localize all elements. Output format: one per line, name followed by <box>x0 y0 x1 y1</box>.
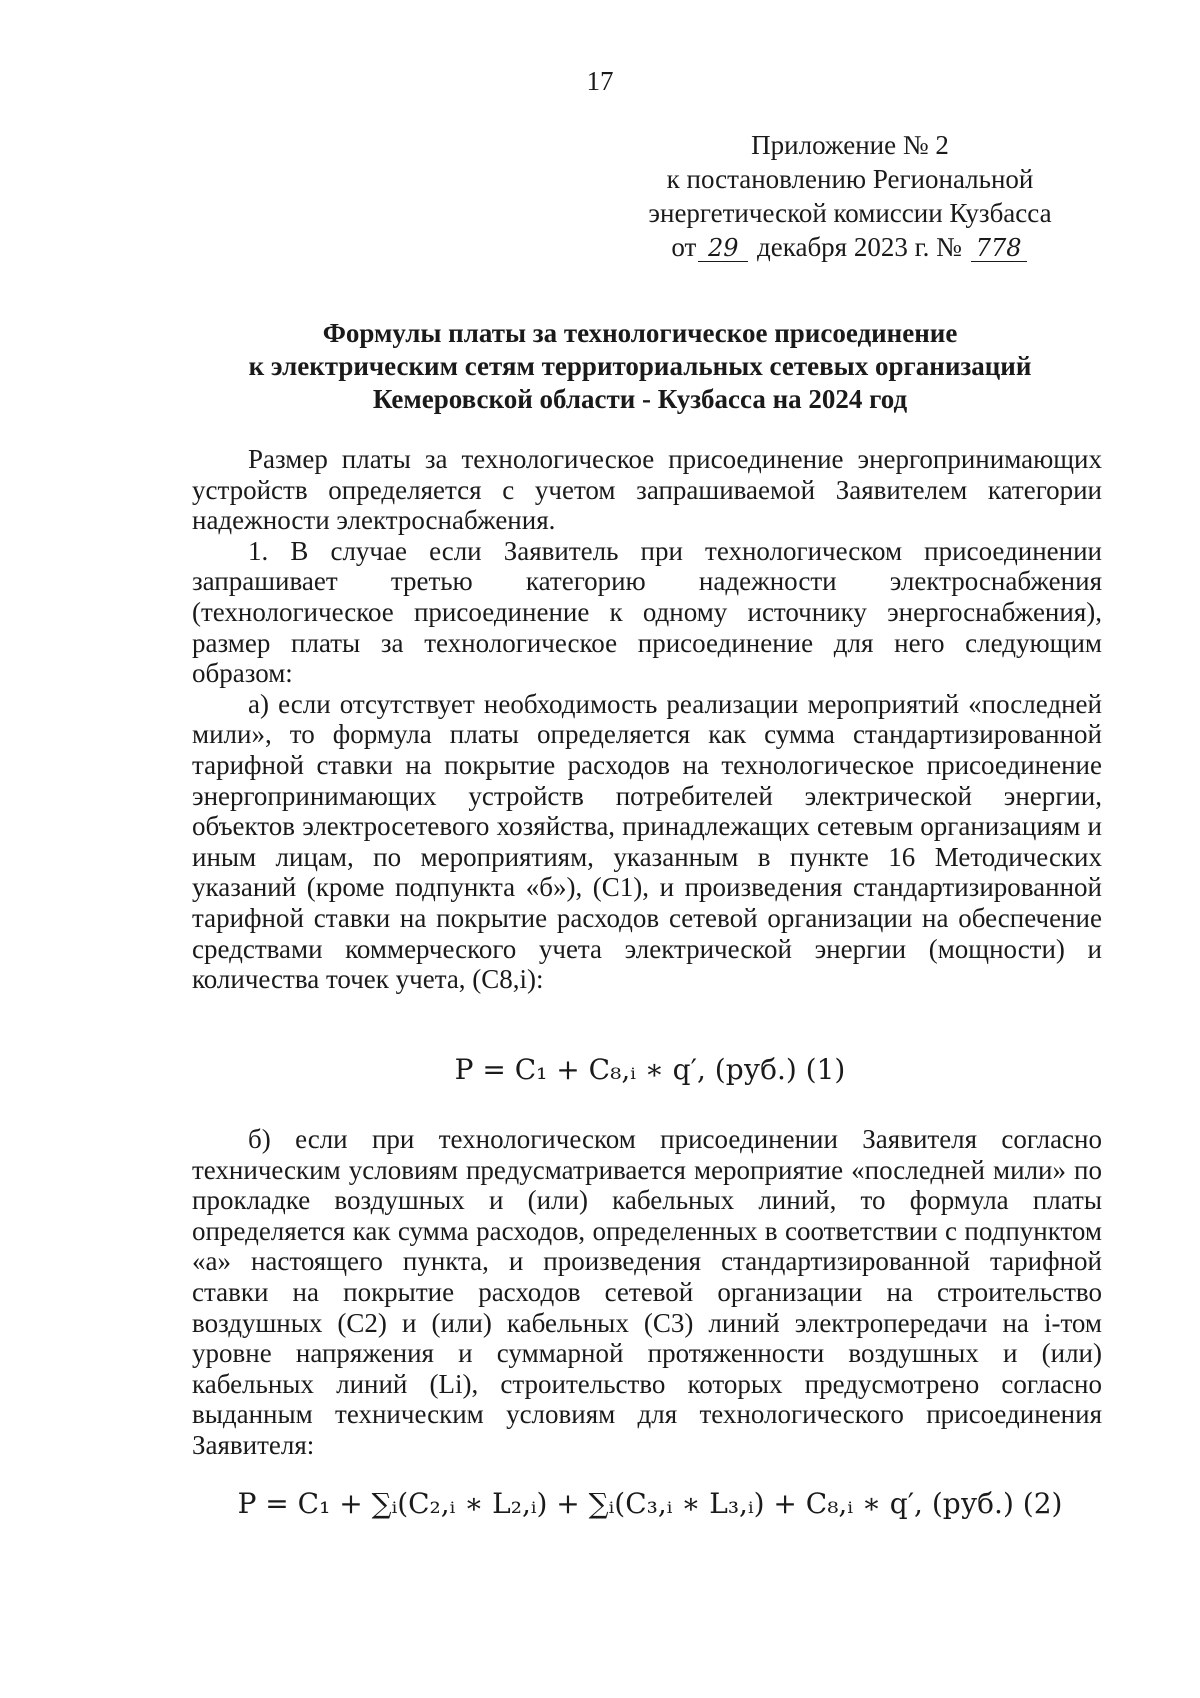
formula-1: P = C₁ + C₈,ᵢ ∗ q′, (руб.) (1) <box>454 1053 846 1086</box>
title-line-2: к электрическим сетям территориальных сетевых организаций <box>248 351 1032 381</box>
date-rest: декабря 2023 г. № <box>757 232 962 262</box>
paragraph-item-1: 1. В случае если Заявитель при технологическом присоединении запрашивает третью категорию надежности электроснабжения (технологическое присоединение к одному источнику энергоснабжения), размер платы за технологическое присоединение для него следующим образом: <box>192 535 1102 689</box>
document-title <box>190 317 1090 416</box>
body-section-b <box>192 1124 1102 1461</box>
paragraph-item-a: а) если отсутствует необходимость реализации мероприятий «последней мили», то формула платы определяется как сумма стандартизированной тарифной ставки на покрытие расходов на технологическое присоединение энергопринимающих устройств потребителей электрической энергии, объектов электросетевого хозяйства, принадлежащих сетевым организациям и иным лицам, по мероприятиям, указанным в пункте 16 Методических указаний (кроме подпункта «б»), (C1), и произведения стандартизированной тарифной ставки на покрытие расходов сетевой организации на обеспечение средствами коммерческого учета электрической энергии (мощности) и количества точек учета, (C8,i): <box>192 688 1102 995</box>
formula-2: P = C₁ + ∑ᵢ(C₂,ᵢ ∗ L₂,ᵢ) + ∑ᵢ(C₃,ᵢ ∗ L₃,ᵢ) + C₈,ᵢ ∗ q′, (руб.) (2) <box>237 1487 1063 1520</box>
title-line-3: Кемеровской области - Кузбасса на 2024 год <box>372 384 908 414</box>
appendix-date-line <box>600 230 1100 264</box>
appendix-header <box>600 128 1100 264</box>
paragraph-intro: Размер платы за технологическое присоединение энергопринимающих устройств определяется с учетом запрашиваемой Заявителем категории надежности электроснабжения. <box>192 444 1102 536</box>
appendix-line-2: к постановлению Региональной <box>666 164 1034 194</box>
paragraph-item-b: б) если при технологическом присоединении Заявителя согласно техническим условиям предусматривается мероприятие «последней мили» по прокладке воздушных и (или) кабельных линий, то формула платы определяется как сумма расходов, определенных в соответствии с подпунктом «а» настоящего пункта, и произведения стандартизированной тарифной ставки на покрытие расходов сетевой организации на строительство воздушных (C2) и (или) кабельных (C3) линий электропередачи на i-том уровне напряжения и суммарной протяженности воздушных и (или) кабельных линий (Li), строительство которых предусмотрено согласно выданным техническим условиям для технологического присоединения Заявителя: <box>192 1124 1102 1460</box>
page-number: 17 <box>586 66 614 96</box>
appendix-line-3: энергетической комиссии Кузбасса <box>648 198 1052 228</box>
date-prefix: от <box>671 232 697 262</box>
title-line-1: Формулы платы за технологическое присоединение <box>322 318 958 348</box>
handwritten-day: 29 <box>698 235 748 262</box>
body-section-a <box>192 444 1102 995</box>
appendix-line-1: Приложение № 2 <box>751 130 949 160</box>
handwritten-number: 778 <box>971 235 1027 262</box>
